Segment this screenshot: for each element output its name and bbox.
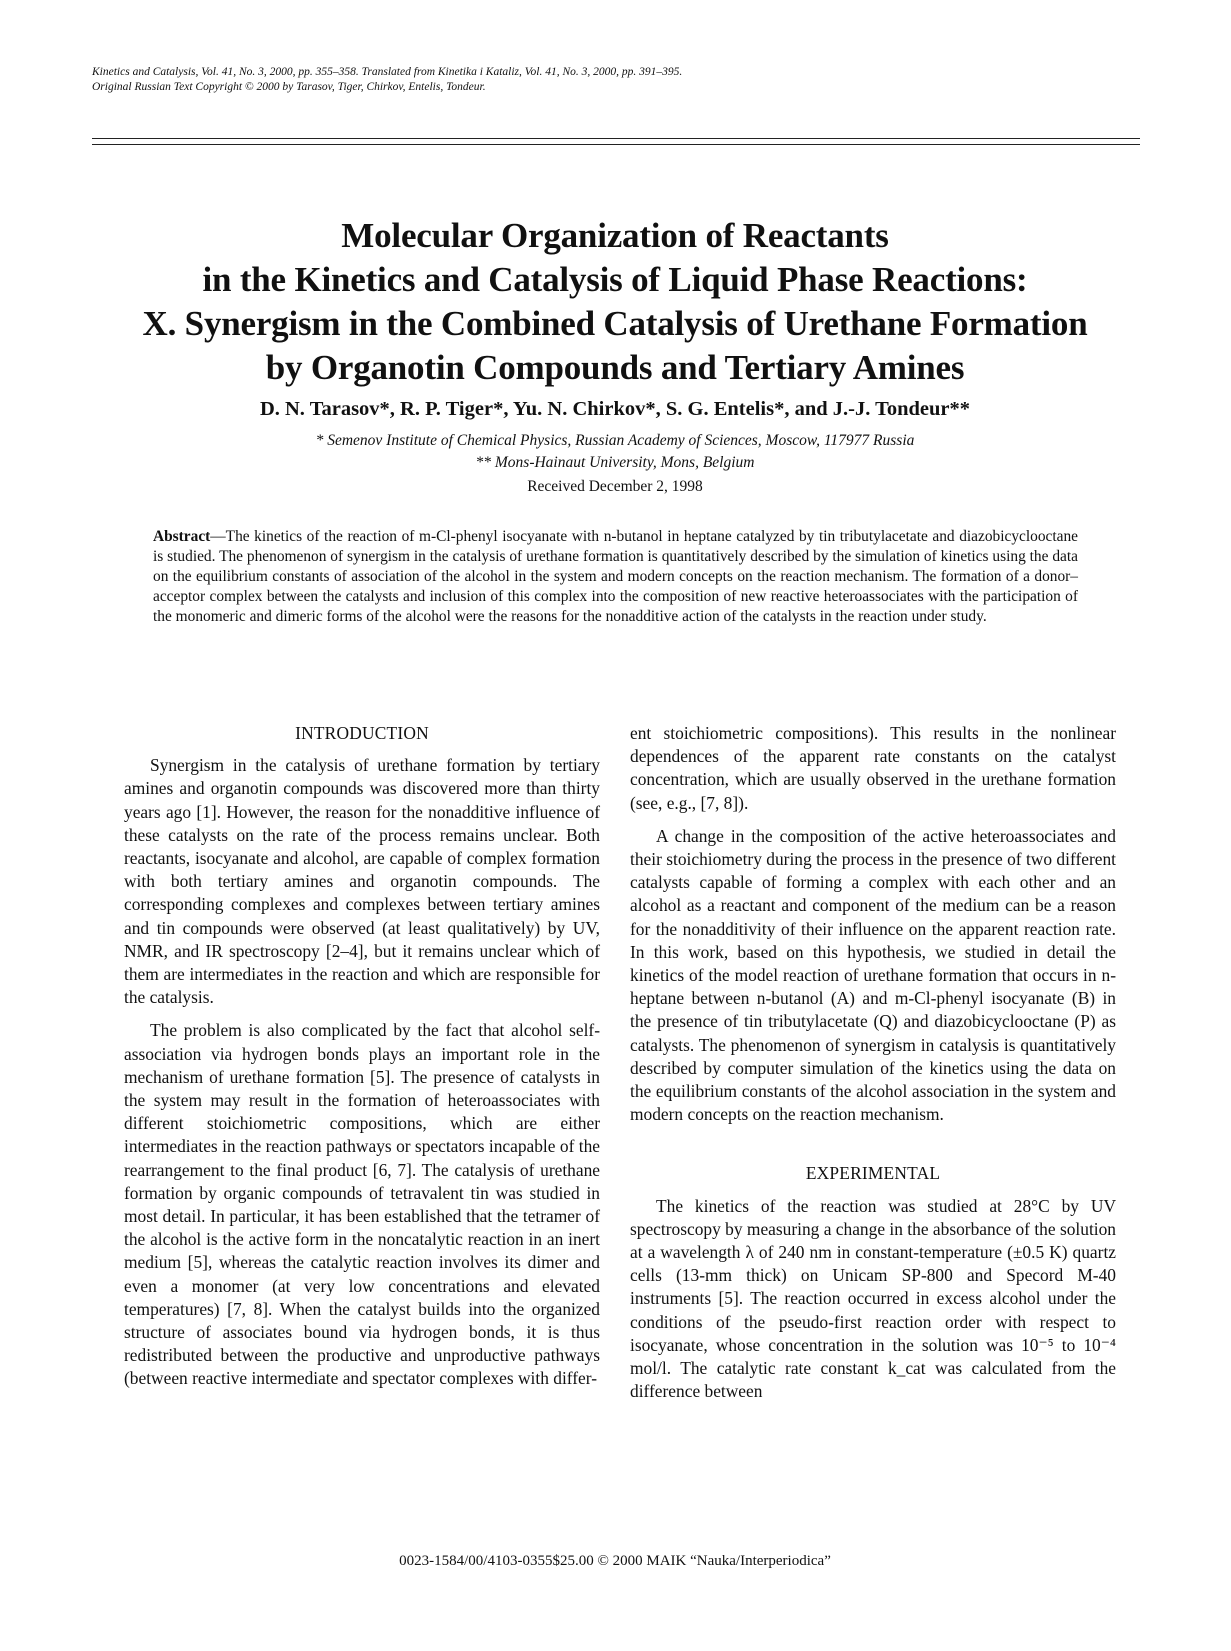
- intro-paragraph-3: A change in the composition of the active heteroassociates and their stoichiometry during the process in the presence of two different catalysts capable of forming a complex with each other and an alcohol as a reactant and component of the medium can be a reason for the nonadditivity of their influence on the apparent reaction rate. In this work, based on this hypothesis, we studied in detail the kinetics of the model reaction of urethane formation that occurs in n-heptane between n-butanol (A) and m-Cl-phenyl isocyanate (B) in the presence of tin tributylacetate (Q) and diazobicyclooctane (P) as catalysts. The phenomenon of synergism in catalysis is quantitatively described by computer simulation of the kinetics using the data on the equilibrium constants of the alcohol association in the system and modern concepts on the reaction mechanism.: [630, 825, 1116, 1125]
- title-line-4: by Organotin Compounds and Tertiary Amines: [265, 348, 965, 387]
- experimental-paragraph-1: The kinetics of the reaction was studied at 28°C by UV spectroscopy by measuring a change in the absorbance of the solution at a wavelength λ of 240 nm in constant-temperature (±0.5 K) quartz cells (13-mm thick) on Unicam SP-800 and Specord M-40 instruments [5]. The reaction occurred in excess alcohol under the conditions of the pseudo-first reaction order with respect to isocyanate, whose concentration in the solution was 10⁻⁵ to 10⁻⁴ mol/l. The catalytic rate constant k_cat was calculated from the difference between: [630, 1195, 1116, 1402]
- header-rule-bottom: [92, 144, 1140, 145]
- title-line-2: in the Kinetics and Catalysis of Liquid Phase Reactions:: [202, 260, 1028, 299]
- header-rule-top: [92, 138, 1140, 139]
- received-date: Received December 2, 1998: [527, 478, 703, 495]
- intro-paragraph-2-continued: ent stoichiometric compositions). This results in the nonlinear dependences of the apparent rate constants on the catalyst concentration, which are usually observed in the urethane formation (see, e.g., [7, 8]).: [630, 723, 1116, 813]
- article-title: [60, 214, 1170, 390]
- authors: D. N. Tarasov*, R. P. Tiger*, Yu. N. Chirkov*, S. G. Entelis*, and J.-J. Tondeur**: [259, 398, 971, 420]
- left-column: [124, 722, 600, 1401]
- experimental-heading: EXPERIMENTAL: [805, 1163, 941, 1184]
- running-head-line-2: Original Russian Text Copyright © 2000 by Tarasov, Tiger, Chirkov, Entelis, Tondeur.: [92, 81, 486, 93]
- intro-paragraph-1: Synergism in the catalysis of urethane formation by tertiary amines and organotin compounds was discovered more than thirty years ago [1]. However, the reason for the nonadditive influence of these catalysts on the rate of the process remains unclear. Both reactants, isocyanate and alcohol, are capable of complex formation with both tertiary amines and organotin compounds. The corresponding complexes and complexes between tertiary amines and tin compounds were observed (at least qualitatively) by UV, NMR, and IR spectroscopy [2–4], but it remains unclear which of them are intermediates in the reaction and which are responsible for the catalysis.: [124, 755, 600, 1008]
- title-line-1: Molecular Organization of Reactants: [341, 216, 889, 255]
- intro-paragraph-2: The problem is also complicated by the fact that alcohol self-association via hydrogen bonds plays an important role in the mechanism of urethane formation [5]. The presence of catalysts in the system may result in the formation of heteroassociates with different stoichiometric compositions, which are either intermediates in the reaction pathways or spectators incapable of the rearrangement to the final product [6, 7]. The catalysis of urethane formation by organic compounds of tetravalent tin was studied in most detail. In particular, it has been established that the tetramer of the alcohol is the active form in the noncatalytic reaction in an inert medium [5], whereas the catalytic reaction involves its dimer and even a monomer (at very low concentrations and elevated temperatures) [7, 8]. When the catalyst builds into the organized structure of associates bound via hydrogen bonds, it is thus redistributed between the productive and unproductive pathways (between reactive intermediate and spectator complexes with differ-: [124, 1020, 600, 1389]
- abstract-heading: Abstract: [153, 528, 211, 545]
- title-line-3: X. Synergism in the Combined Catalysis of Urethane Formation: [142, 304, 1088, 343]
- footer-copyright: 0023-1584/00/4103-0355$25.00 © 2000 MAIK “Nauka/Interperiodica”: [399, 1553, 831, 1569]
- abstract: [153, 527, 1078, 627]
- introduction-heading: INTRODUCTION: [295, 723, 429, 743]
- running-head-line-1: Kinetics and Catalysis, Vol. 41, No. 3, 2000, pp. 355–358. Translated from Kinetika i Kataliz, Vol. 41, No. 3, 2000, pp. 391–395.: [92, 66, 683, 78]
- affiliation-1: * Semenov Institute of Chemical Physics, Russian Academy of Sciences, Moscow, 117977 Russia: [315, 432, 915, 449]
- abstract-text: —The kinetics of the reaction of m-Cl-phenyl isocyanate with n-butanol in heptane catalyzed by tin tributylacetate and diazobicyclooctane is studied. The phenomenon of synergism in the catalysis of urethane formation is quantitatively described by the simulation of kinetics using the data on the equilibrium constants of association of the alcohol in the system and modern concepts on the reaction mechanism. The formation of a donor–acceptor complex between the catalysts and inclusion of this complex into the composition of new reactive heteroassociates with the participation of the monomeric and dimeric forms of the alcohol were the reasons for the nonadditive action of the catalysts in the reaction under study.: [153, 528, 1078, 625]
- right-column: [630, 722, 1116, 1413]
- running-head: [92, 65, 1092, 95]
- affiliation-2: ** Mons-Hainaut University, Mons, Belgium: [475, 454, 755, 471]
